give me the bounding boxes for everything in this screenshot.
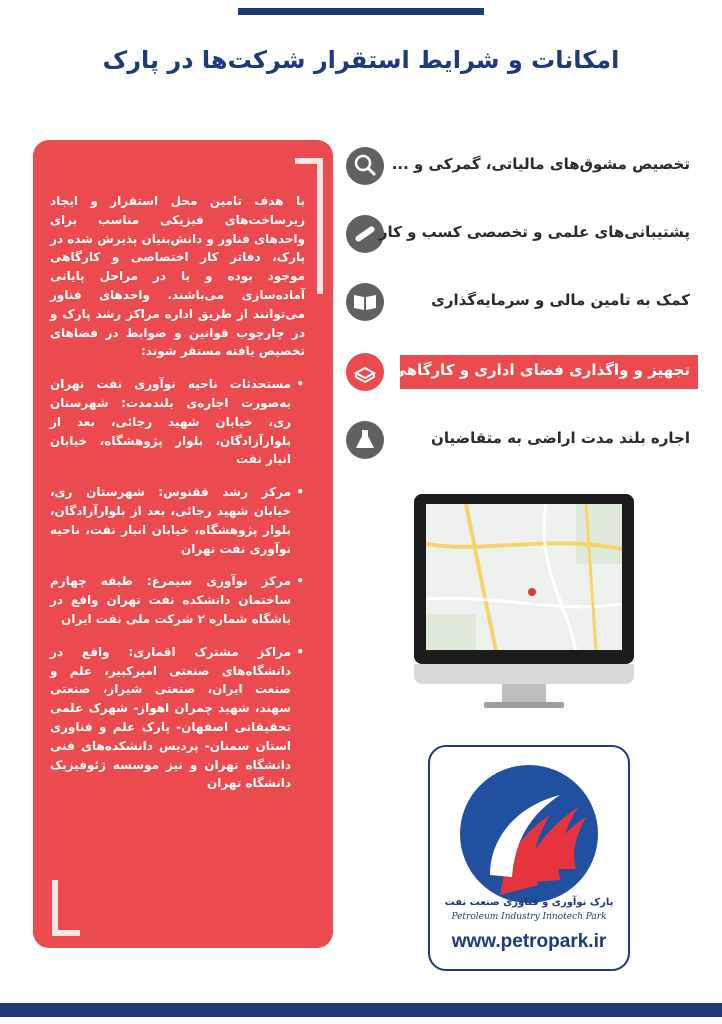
monitor-screen [414,494,634,664]
monitor-foot [484,702,564,708]
feature-label: تخصیص مشوق‌های مالیاتی، گمرکی و ... [391,155,690,173]
feature-label: کمک به تامین مالی و سرمایه‌گذاری [431,291,690,309]
list-item: • مرکز نوآوری سیمرغ: طبقه چهارم ساختمان دانشکده نفت تهران واقع در باشگاه شماره ۲ شرکت ملی نفت ایران [50,572,291,628]
card-corner-bracket-bottom [52,880,80,936]
feature-item-finance [340,283,700,323]
list-item: • مراکز مشترک اقماری: واقع در دانشگاه‌های صنعتی امیرکبیر، علم و صنعت ایران، صنعتی شیراز، صنعتی سهند، شهید چمران اهواز- شهرک علمی تحقیقاتی اصفهان- پارک علم و فناوری استان سمنان- پردیس دانشکده‌های فنی دانشگاه تهران و نیز موسسه ژئوفیزیک دانشگاه تهران [50,643,291,793]
cube-icon [346,353,384,391]
feature-item-land-lease [340,421,700,461]
feature-label: تجهیز و واگذاری فضای اداری و کارگاهی [391,361,690,379]
location-map[interactable] [426,504,622,650]
feature-label: پشتیبانی‌های علمی و تخصصی کسب و کار [378,223,690,241]
website-link[interactable]: www.petropark.ir [451,931,607,952]
logo-name-en: Petroleum Industry Innotech Park [451,912,607,922]
feature-item-office-space [340,353,700,393]
monitor-chin [414,664,634,684]
list-item: • مرکز رشد ققنوس: شهرستان ری، خیابان شهید رجائی، بعد از بلوارآزادگان، بلوار پژوهشگاه، خیابان انبار نفت، ناحیه نوآوری نفت تهران [50,483,291,558]
magnifier-icon [346,147,384,185]
page-title: امکانات و شرایط استقرار شرکت‌ها در پارک [102,46,620,74]
list-item: • مستحدثات ناحیه نوآوری نفت تهران به‌صورت اجاره‌ی بلندمدت: شهرستان ری، خیابان شهید رجائی، بعد از بلوارآزادگان، بلوار پژوهشگاه، خیابان انبار نفت [50,375,291,469]
location-list [50,375,305,793]
logo-box [428,745,630,971]
info-card-text [50,192,305,807]
flask-icon [346,421,384,459]
monitor-map [414,494,634,714]
feature-item-incentives [340,147,700,187]
book-icon [346,283,384,321]
card-intro: با هدف تامین محل استقرار و ایجاد زیرساخت‌های فیزیکی مناسب برای واحدهای فناور و دانش‌بنیان پذیرش شده در پارک، دفاتر کار اختصاصی و کارگاهی موجود بوده و یا در مراحل پایانی آماده‌سازی می‌باشند. واحدهای فناور می‌توانند از طریق اداره مراکز رشد پارک و در چارچوب قوانین و ضوابط در فضاهای تخصیص یافته مستقر شوند: [50,194,305,359]
feature-label: اجاره بلند مدت اراضی به متقاضیان [431,429,690,447]
logo-name-fa: پارک نوآوری و فناوری صنعت نفت [444,897,614,908]
monitor-stand [502,684,546,702]
top-accent-bar [238,8,484,15]
feature-item-support [340,215,700,255]
bottom-accent-bar [0,1003,722,1017]
petropark-logo [460,765,598,903]
